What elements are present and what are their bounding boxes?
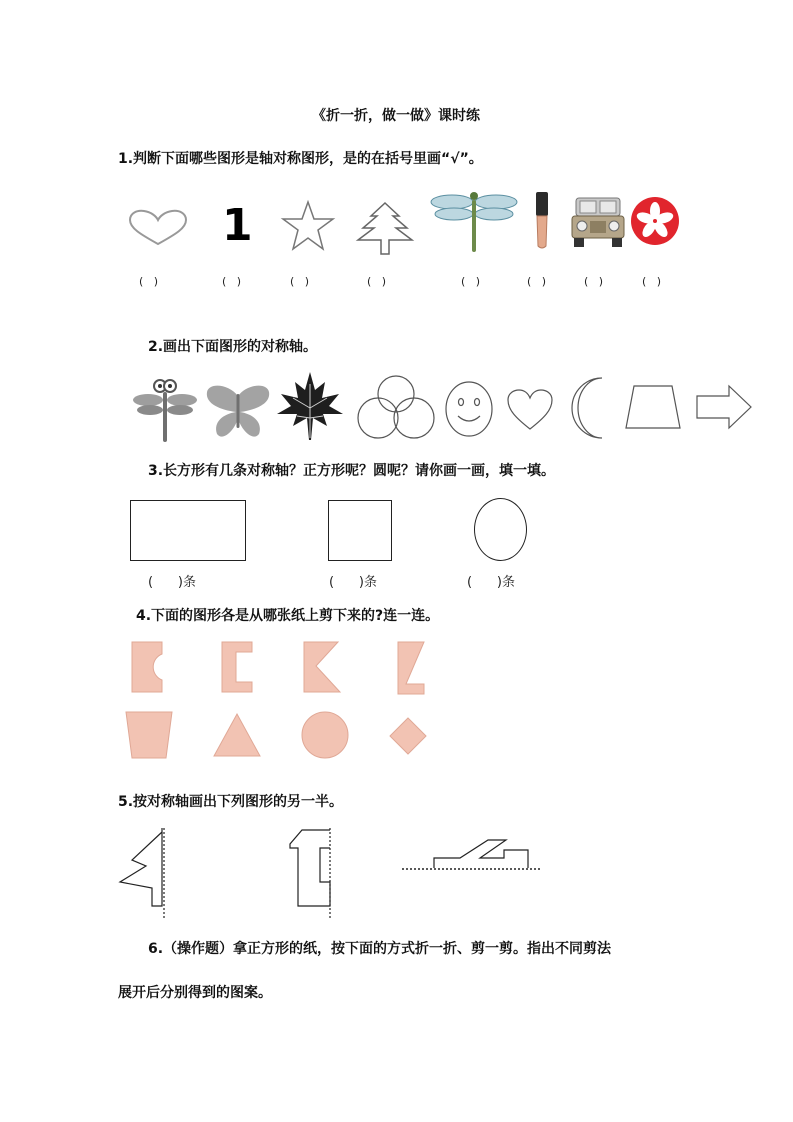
q6-text-line1: 6.（操作题）拿正方形的纸，按下面的方式折一折、剪一剪。指出不同剪法 [148,941,612,957]
answer-paren-4[interactable]: ( ) [367,275,387,288]
trapezoid-icon [624,384,682,430]
page-title: 《折一折，做一做》课时练 [312,108,480,124]
dragonfly-icon [132,378,198,444]
answer-paren-2[interactable]: ( ) [222,275,242,288]
smiley-face-icon [444,380,494,438]
answer-paren-8[interactable]: ( ) [642,275,662,288]
q5-text: 5.按对称轴画出下列图形的另一半。 [118,794,344,810]
trapezoid-paper-icon [124,710,174,760]
half-shape-zigzag-icon [118,826,168,922]
bauhinia-flag-icon [630,196,680,246]
arrow-icon [695,384,753,430]
answer-paren-6[interactable]: ( ) [527,275,547,288]
half-shape-house-icon [286,826,336,922]
crescent-icon [566,376,606,440]
circle-icon [474,498,527,561]
answer-paren-7[interactable]: ( ) [584,275,604,288]
tree-icon [355,200,415,256]
brush-icon [532,190,552,250]
q3-text: 3.长方形有几条对称轴？正方形呢？圆呢？请你画一画，填一填。 [148,463,556,479]
q1-text: 1.判断下面哪些图形是轴对称图形，是的在括号里画“√”。 [118,151,483,167]
star-icon [280,200,336,252]
heart-icon [506,388,554,432]
axis-count-blank-rectangle[interactable]: ( )条 [148,575,196,590]
three-circles-icon [354,374,438,442]
rectangle-icon [130,500,246,561]
q6-text-line2: 展开后分别得到的图案。 [118,985,272,1001]
diamond-paper-icon [388,716,428,756]
cut-paper-k-icon [302,640,342,694]
circle-paper-icon [300,710,350,760]
axis-count-blank-circle[interactable]: ( )条 [467,575,515,590]
q4-text: 4.下面的图形各是从哪张纸上剪下来的?连一连。 [136,608,440,624]
cut-paper-z-icon [396,640,426,696]
answer-paren-3[interactable]: ( ) [290,275,310,288]
half-shape-steps-icon [400,834,546,874]
q2-text: 2.画出下面图形的对称轴。 [148,339,318,355]
answer-paren-5[interactable]: ( ) [461,275,481,288]
dragonfly-icon [430,188,518,256]
butterfly-icon [205,382,271,442]
cut-paper-bracket-icon [220,640,254,694]
answer-paren-1[interactable]: ( ) [139,275,159,288]
heart-icon [128,208,188,248]
square-icon [328,500,392,561]
triangle-paper-icon [212,712,262,758]
axis-count-blank-square[interactable]: ( )条 [329,575,377,590]
maple-leaf-icon [275,370,345,442]
cut-paper-c-icon [130,640,164,694]
number-one-icon: 1 [222,200,253,251]
jeep-icon [570,196,626,248]
